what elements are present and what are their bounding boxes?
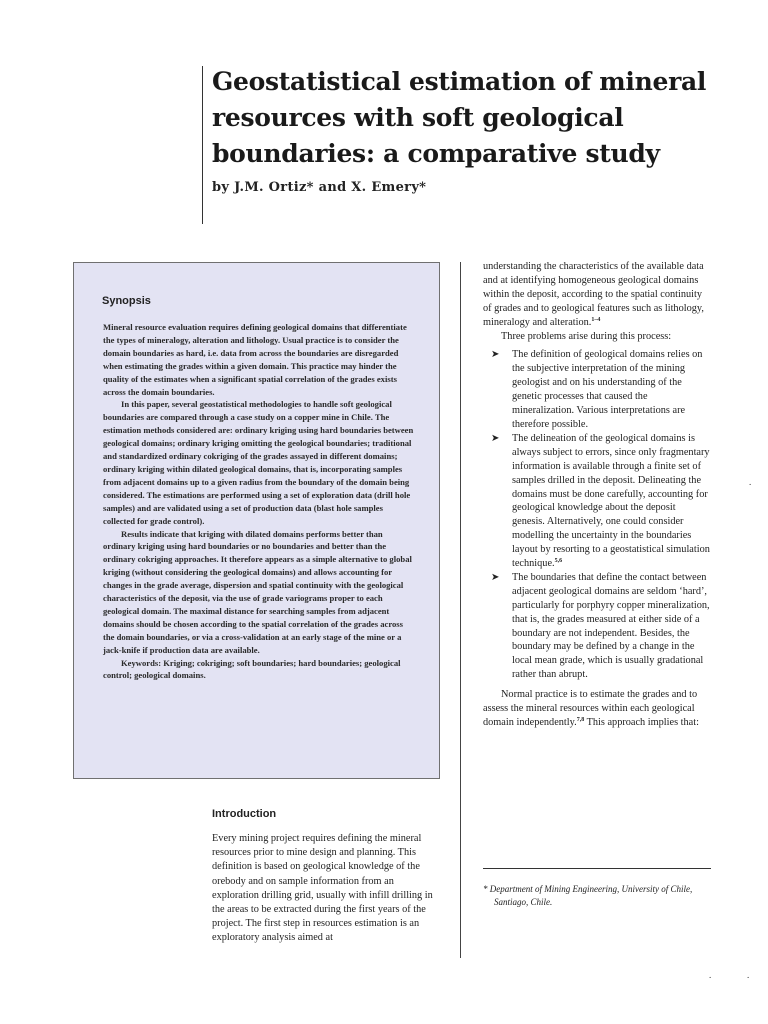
problems-intro: Three problems arise during this process: [501,330,672,342]
introduction-heading: Introduction [212,808,277,820]
column-rule [460,262,461,958]
affiliation-footnote: * Department of Mining Engineering, University of Chile, Santiago, Chile. [483,884,693,907]
closing-text-after: This approach implies that: [584,717,699,728]
closing-text: Normal practice is to estimate the grades and to assess the mineral resources within each geological domain independently. [483,689,698,728]
problems-list [483,348,711,682]
scan-artifact-dot: . [709,970,712,980]
list-item [483,432,711,571]
right-column-intro-text: understanding the characteristics of the available data and at identifying homogeneous geological domains within the deposit, according to the spatial continuity of grades and to geological features such as lithology, mineralogy and alteration. [483,261,704,328]
synopsis-keywords: Keywords: Kriging; cokriging; soft boundaries; hard boundaries; geological control; geological domains. [103,657,401,681]
scan-artifact-dot: . [749,477,752,487]
reference-superscript: 5,6 [554,558,563,565]
list-item-text: The delineation of the geological domains is always subject to errors, since only fragmentary information is available through a finite set of samples drilled in the deposit. Delineating the domains must be done carefully, accounting for geological knowledge about the deposit genesis. Alternatively, one could consider modelling the uncertainty in the boundaries layout by resorting to a geostatistical simulation technique. [512,432,710,570]
synopsis-paragraph: Mineral resource evaluation requires defining geological domains that differentiate the types of mineralogy, alteration and lithology. Usual practice is to consider the domain boundaries as hard, i.e. data from across the boundaries are disregarded when estimating the grades within a given domain. This practice may hinder the quality of the estimates when a significant spatial correlation of the grades exists across the domain boundaries. [103,322,407,397]
paper-authors: by J.M. Ortiz* and X. Emery* [212,180,427,195]
reference-superscript: 7,8 [576,717,585,723]
synopsis-text [103,321,415,682]
synopsis-box [73,262,440,779]
list-item [483,571,711,682]
right-column [483,260,711,730]
reference-superscript: 1–4 [591,316,601,323]
arrow-bullet-icon: ➤ [491,571,500,583]
synopsis-paragraph: Results indicate that kriging with dilated domains performs better than ordinary kriging using hard boundaries or no boundaries and better than the ordinary cokriging approaches. It therefore appears as a simple alternative to global kriging (without considering the geological domains) and allows accounting for changes in the grade average, dispersion and spatial continuity with the geological characteristics of the deposit, via the use of grade variograms proper to each geological domain. The maximal distance for searching samples from adjacent domains should be chosen according to the spatial correlation of the grades across the domain boundaries, or via a cross-validation at an early stage of the mine or a jack-knife if production data are available. [103,528,412,655]
title-rule [202,66,203,224]
paper-title: Geostatistical estimation of mineral resources with soft geological boundaries: a comparative study [212,67,707,168]
list-item-text: The boundaries that define the contact between adjacent geological domains are seldom ‘hard’, particularly for porphyry copper mineralization, that is, the grades measured at either side of a boundary are not independent. Besides, the boundary may be defined by a change in the local mean grade, which is usually gradational rather than abrupt. [512,571,710,681]
right-column-paragraph [483,688,711,730]
arrow-bullet-icon: ➤ [491,349,500,361]
footnote-rule [483,868,711,869]
synopsis-paragraph: In this paper, several geostatistical methodologies to handle soft geological boundaries are compared through a case study on a copper mine in Chile. The estimation methods considered are: ordinary kriging using hard boundaries between geological domains; ordinary kriging omitting the geological boundaries; traditional and standardized ordinary cokriging of the grades assayed in different domains; ordinary kriging within dilated geological domains, that is, incorporating samples from adjacent domains up to a given radius from the boundary of the domain being considered. The estimations are performed using a set of exploration data (drill hole samples) and are validated using a set of production data (blast hole samples collected for grade control). [103,399,414,526]
introduction-text: Every mining project requires defining the mineral resources prior to mine design and planning. This definition is based on geological knowledge of the orebody and on sample information from an exploration drilling grid, usually with infill drilling in the areas to be extracted during the first years of the project. The first step in resources estimation is an exploratory analysis aimed at [212,833,433,944]
list-item-text: The definition of geological domains relies on the subjective interpretation of the mining geologist and on his understanding of the genetic processes that caused the mineralization. Various interpretations are therefore possible. [512,349,703,430]
list-item [483,348,711,431]
arrow-bullet-icon: ➤ [491,432,500,444]
scan-artifact-dot: . [747,970,750,980]
synopsis-heading: Synopsis [102,295,151,307]
right-column-paragraph [483,260,711,330]
